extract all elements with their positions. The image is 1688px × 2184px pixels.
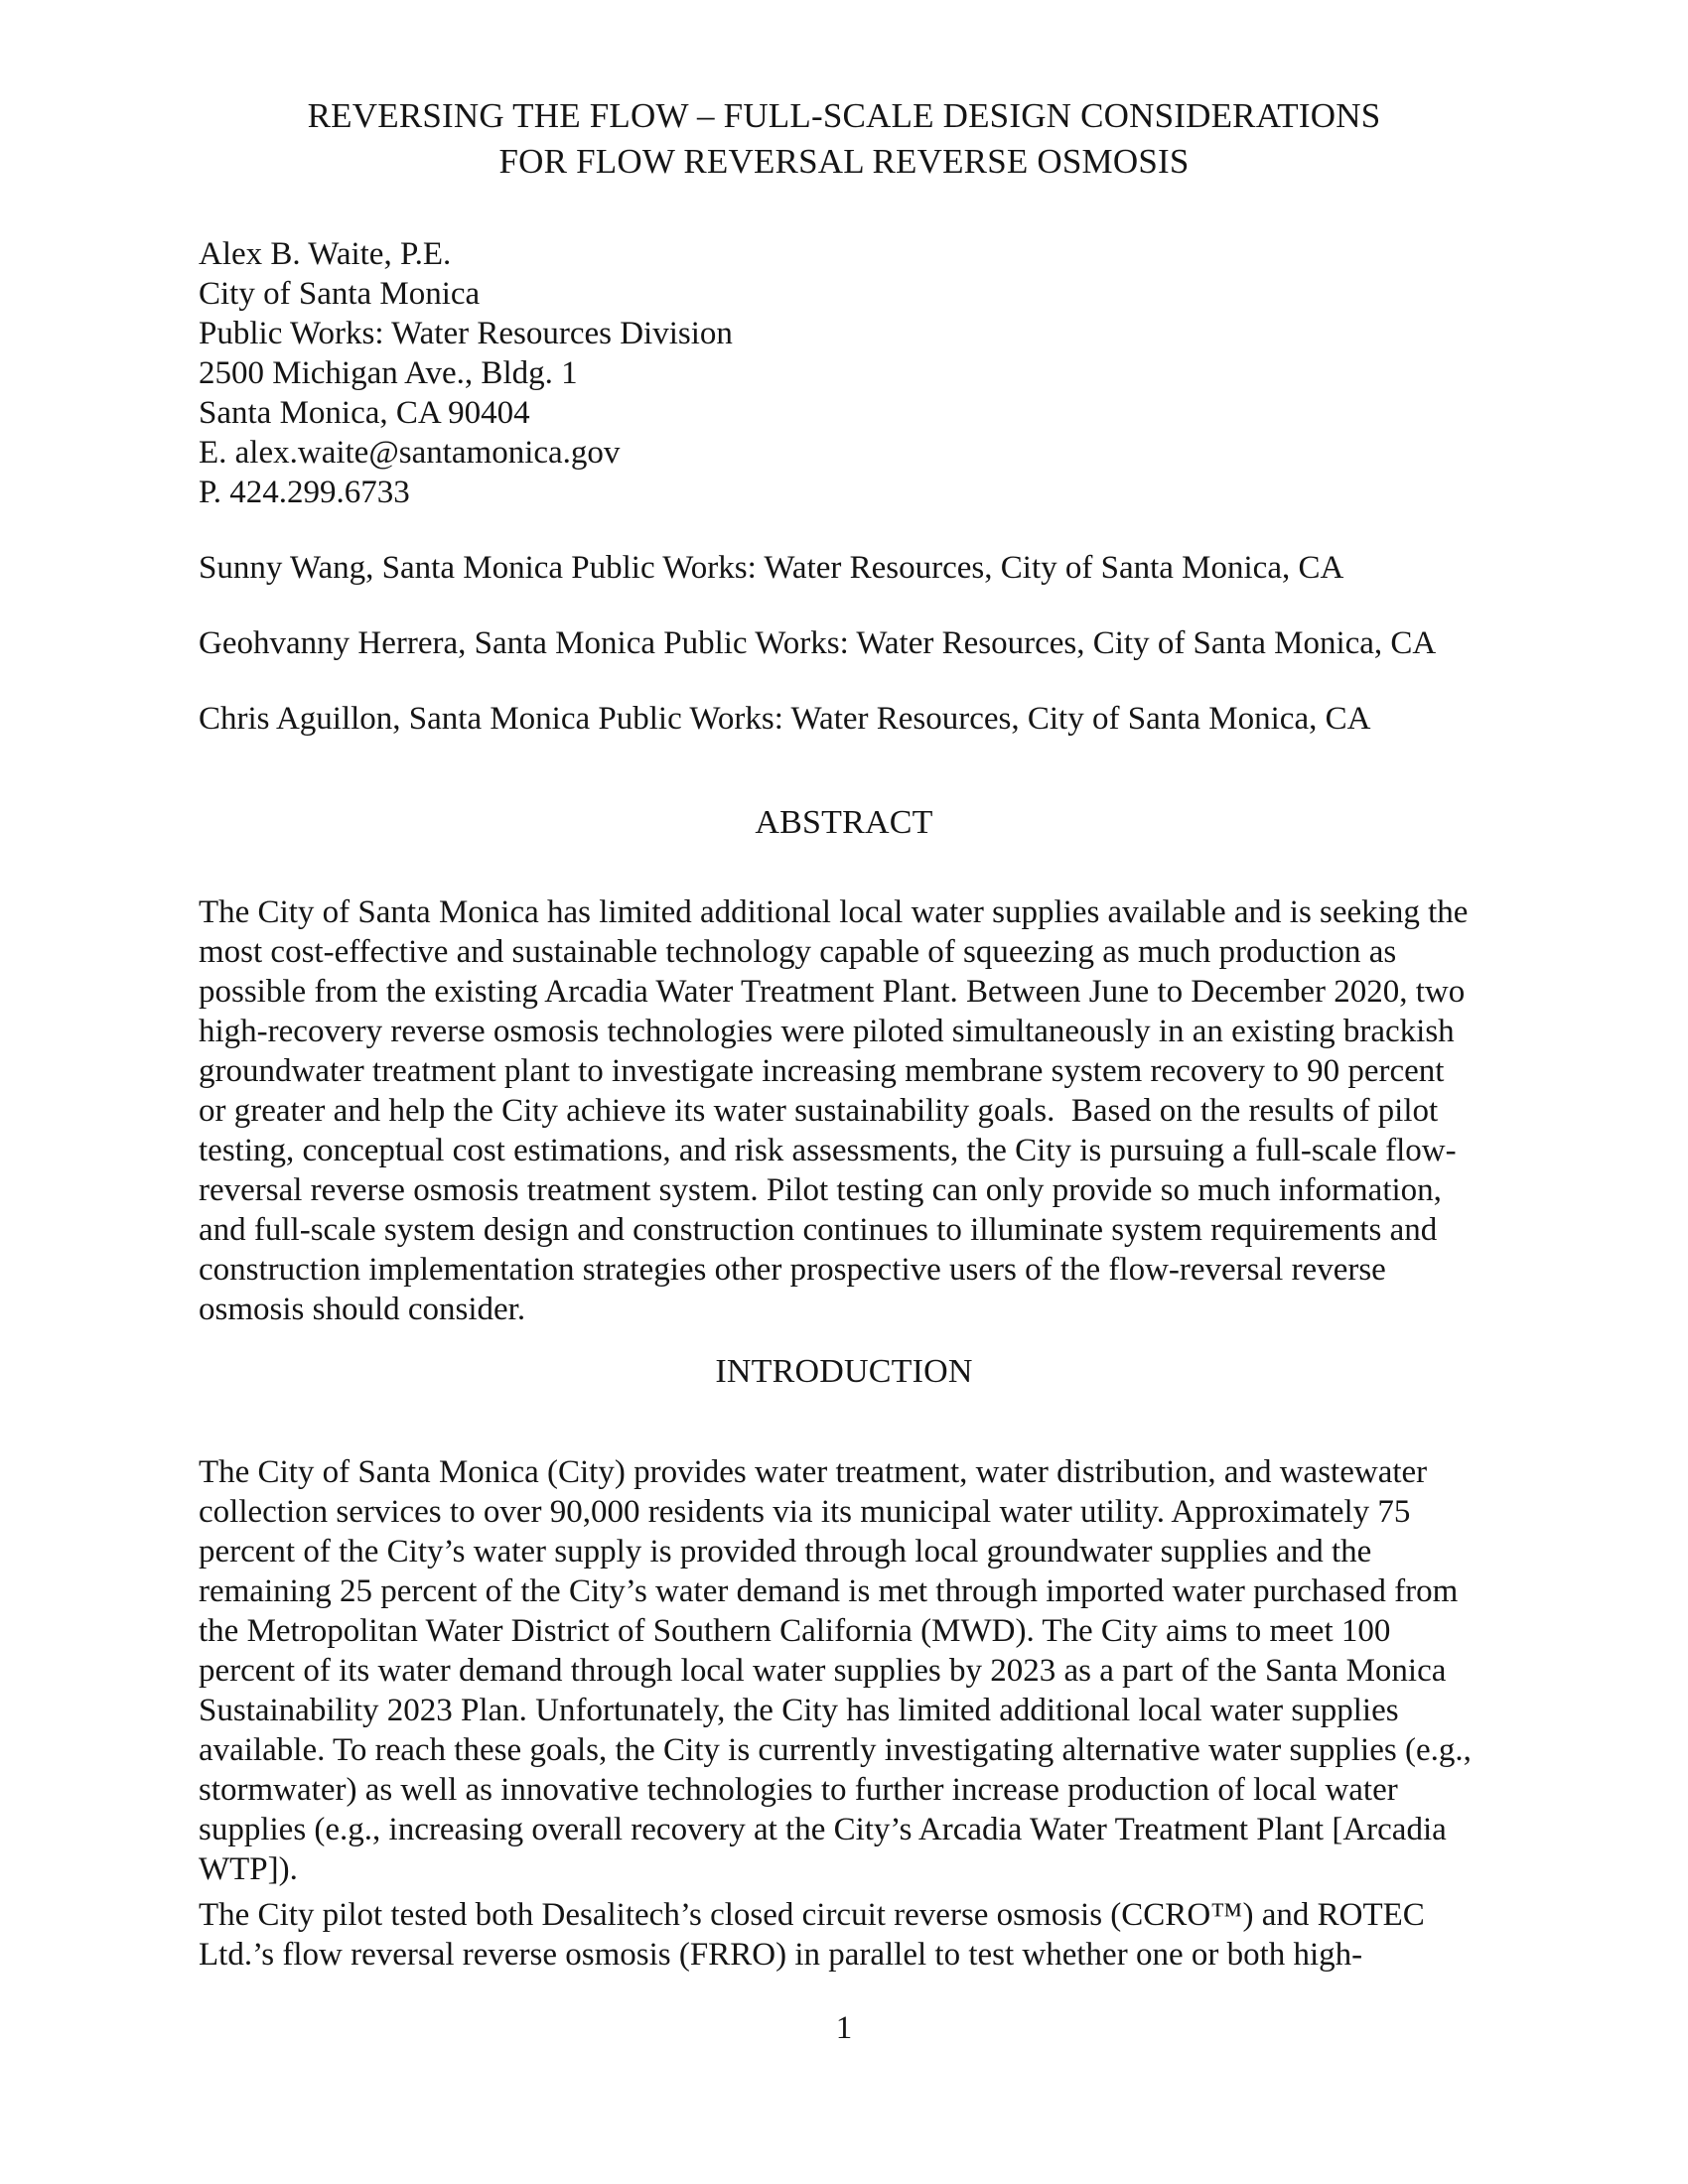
abstract-text-line: possible from the existing Arcadia Water Treatment Plant. Between June to December 2020, two xyxy=(199,974,1466,1010)
abstract-text-line: or greater and help the City achieve its water sustainability goals. Based on the results of pilot xyxy=(199,1093,1439,1129)
abstract-text-line: reversal reverse osmosis treatment system. Pilot testing can only provide so much information, xyxy=(199,1172,1442,1208)
abstract-text-line: high-recovery reverse osmosis technologies were piloted simultaneously in an existing brackish xyxy=(199,1014,1455,1049)
author-contact-line: P. 424.299.6733 xyxy=(199,475,410,510)
abstract-text-line: groundwater treatment plant to investigate increasing membrane system recovery to 90 percent xyxy=(199,1053,1445,1089)
introduction-text-line: collection services to over 90,000 residents via its municipal water utility. Approximately 75 xyxy=(199,1494,1411,1530)
introduction-text-line: Sustainability 2023 Plan. Unfortunately, the City has limited additional local water supplies xyxy=(199,1693,1399,1728)
introduction-text-line: remaining 25 percent of the City’s water demand is met through imported water purchased from xyxy=(199,1573,1459,1609)
author-contact-line: City of Santa Monica xyxy=(199,276,481,312)
introduction-text-line: percent of its water demand through local water supplies by 2023 as a part of the Santa Monica xyxy=(199,1653,1447,1689)
introduction-paragraph-2 xyxy=(199,1895,1489,1975)
abstract-text-line: construction implementation strategies other prospective users of the flow-reversal reverse xyxy=(199,1252,1386,1288)
abstract-text-line: testing, conceptual cost estimations, and risk assessments, the City is pursuing a full-scale flow- xyxy=(199,1133,1457,1168)
introduction-text-line: the Metropolitan Water District of Southern California (MWD). The City aims to meet 100 xyxy=(199,1613,1391,1649)
coauthor-line: Chris Aguillon, Santa Monica Public Works: Water Resources, City of Santa Monica, CA xyxy=(199,701,1371,737)
author-contact-line: Alex B. Waite, P.E. xyxy=(199,236,452,272)
paper-title xyxy=(199,93,1489,185)
author-contact-line: E. alex.waite@santamonica.gov xyxy=(199,435,621,471)
author-contact-line: Public Works: Water Resources Division xyxy=(199,316,733,351)
page-number: 1 xyxy=(835,2010,853,2046)
abstract-text-line: osmosis should consider. xyxy=(199,1292,526,1327)
introduction-text-line: WTP]). xyxy=(199,1851,298,1887)
abstract-paragraph xyxy=(199,892,1489,1329)
author-contact-line: Santa Monica, CA 90404 xyxy=(199,395,530,431)
introduction-text-line: The City pilot tested both Desalitech’s closed circuit reverse osmosis (CCRO™) and ROTEC xyxy=(199,1897,1425,1933)
abstract-text-line: most cost-effective and sustainable technology capable of squeezing as much production as xyxy=(199,934,1397,970)
introduction-paragraph-1 xyxy=(199,1452,1489,1889)
paper-title-line: FOR FLOW REVERSAL REVERSE OSMOSIS xyxy=(498,142,1190,181)
introduction-text-line: supplies (e.g., increasing overall recovery at the City’s Arcadia Water Treatment Plant [Arcadia xyxy=(199,1812,1447,1847)
abstract-heading: ABSTRACT xyxy=(755,804,933,841)
page-content xyxy=(199,0,1489,2048)
abstract-text-line: and full-scale system design and construction continues to illuminate system requirements and xyxy=(199,1212,1438,1248)
coauthor-line: Geohvanny Herrera, Santa Monica Public Works: Water Resources, City of Santa Monica, CA xyxy=(199,625,1437,661)
paper-title-line: REVERSING THE FLOW – FULL-SCALE DESIGN CONSIDERATIONS xyxy=(307,96,1381,135)
author-contact-block xyxy=(199,234,1489,512)
author-contact-line: 2500 Michigan Ave., Bldg. 1 xyxy=(199,355,578,391)
introduction-text-line: stormwater) as well as innovative technologies to further increase production of local water xyxy=(199,1772,1398,1808)
coauthor-list xyxy=(199,548,1489,739)
introduction-text-line: Ltd.’s flow reversal reverse osmosis (FRRO) in parallel to test whether one or both high- xyxy=(199,1937,1363,1973)
introduction-text-line: The City of Santa Monica (City) provides water treatment, water distribution, and wastewater xyxy=(199,1454,1428,1490)
abstract-text-line: The City of Santa Monica has limited additional local water supplies available and is seeking the xyxy=(199,894,1469,930)
coauthor-line: Sunny Wang, Santa Monica Public Works: Water Resources, City of Santa Monica, CA xyxy=(199,550,1344,586)
introduction-heading: INTRODUCTION xyxy=(715,1353,973,1390)
introduction-text-line: available. To reach these goals, the City is currently investigating alternative water supplies (e.g., xyxy=(199,1732,1472,1768)
introduction-text-line: percent of the City’s water supply is provided through local groundwater supplies and the xyxy=(199,1534,1372,1570)
